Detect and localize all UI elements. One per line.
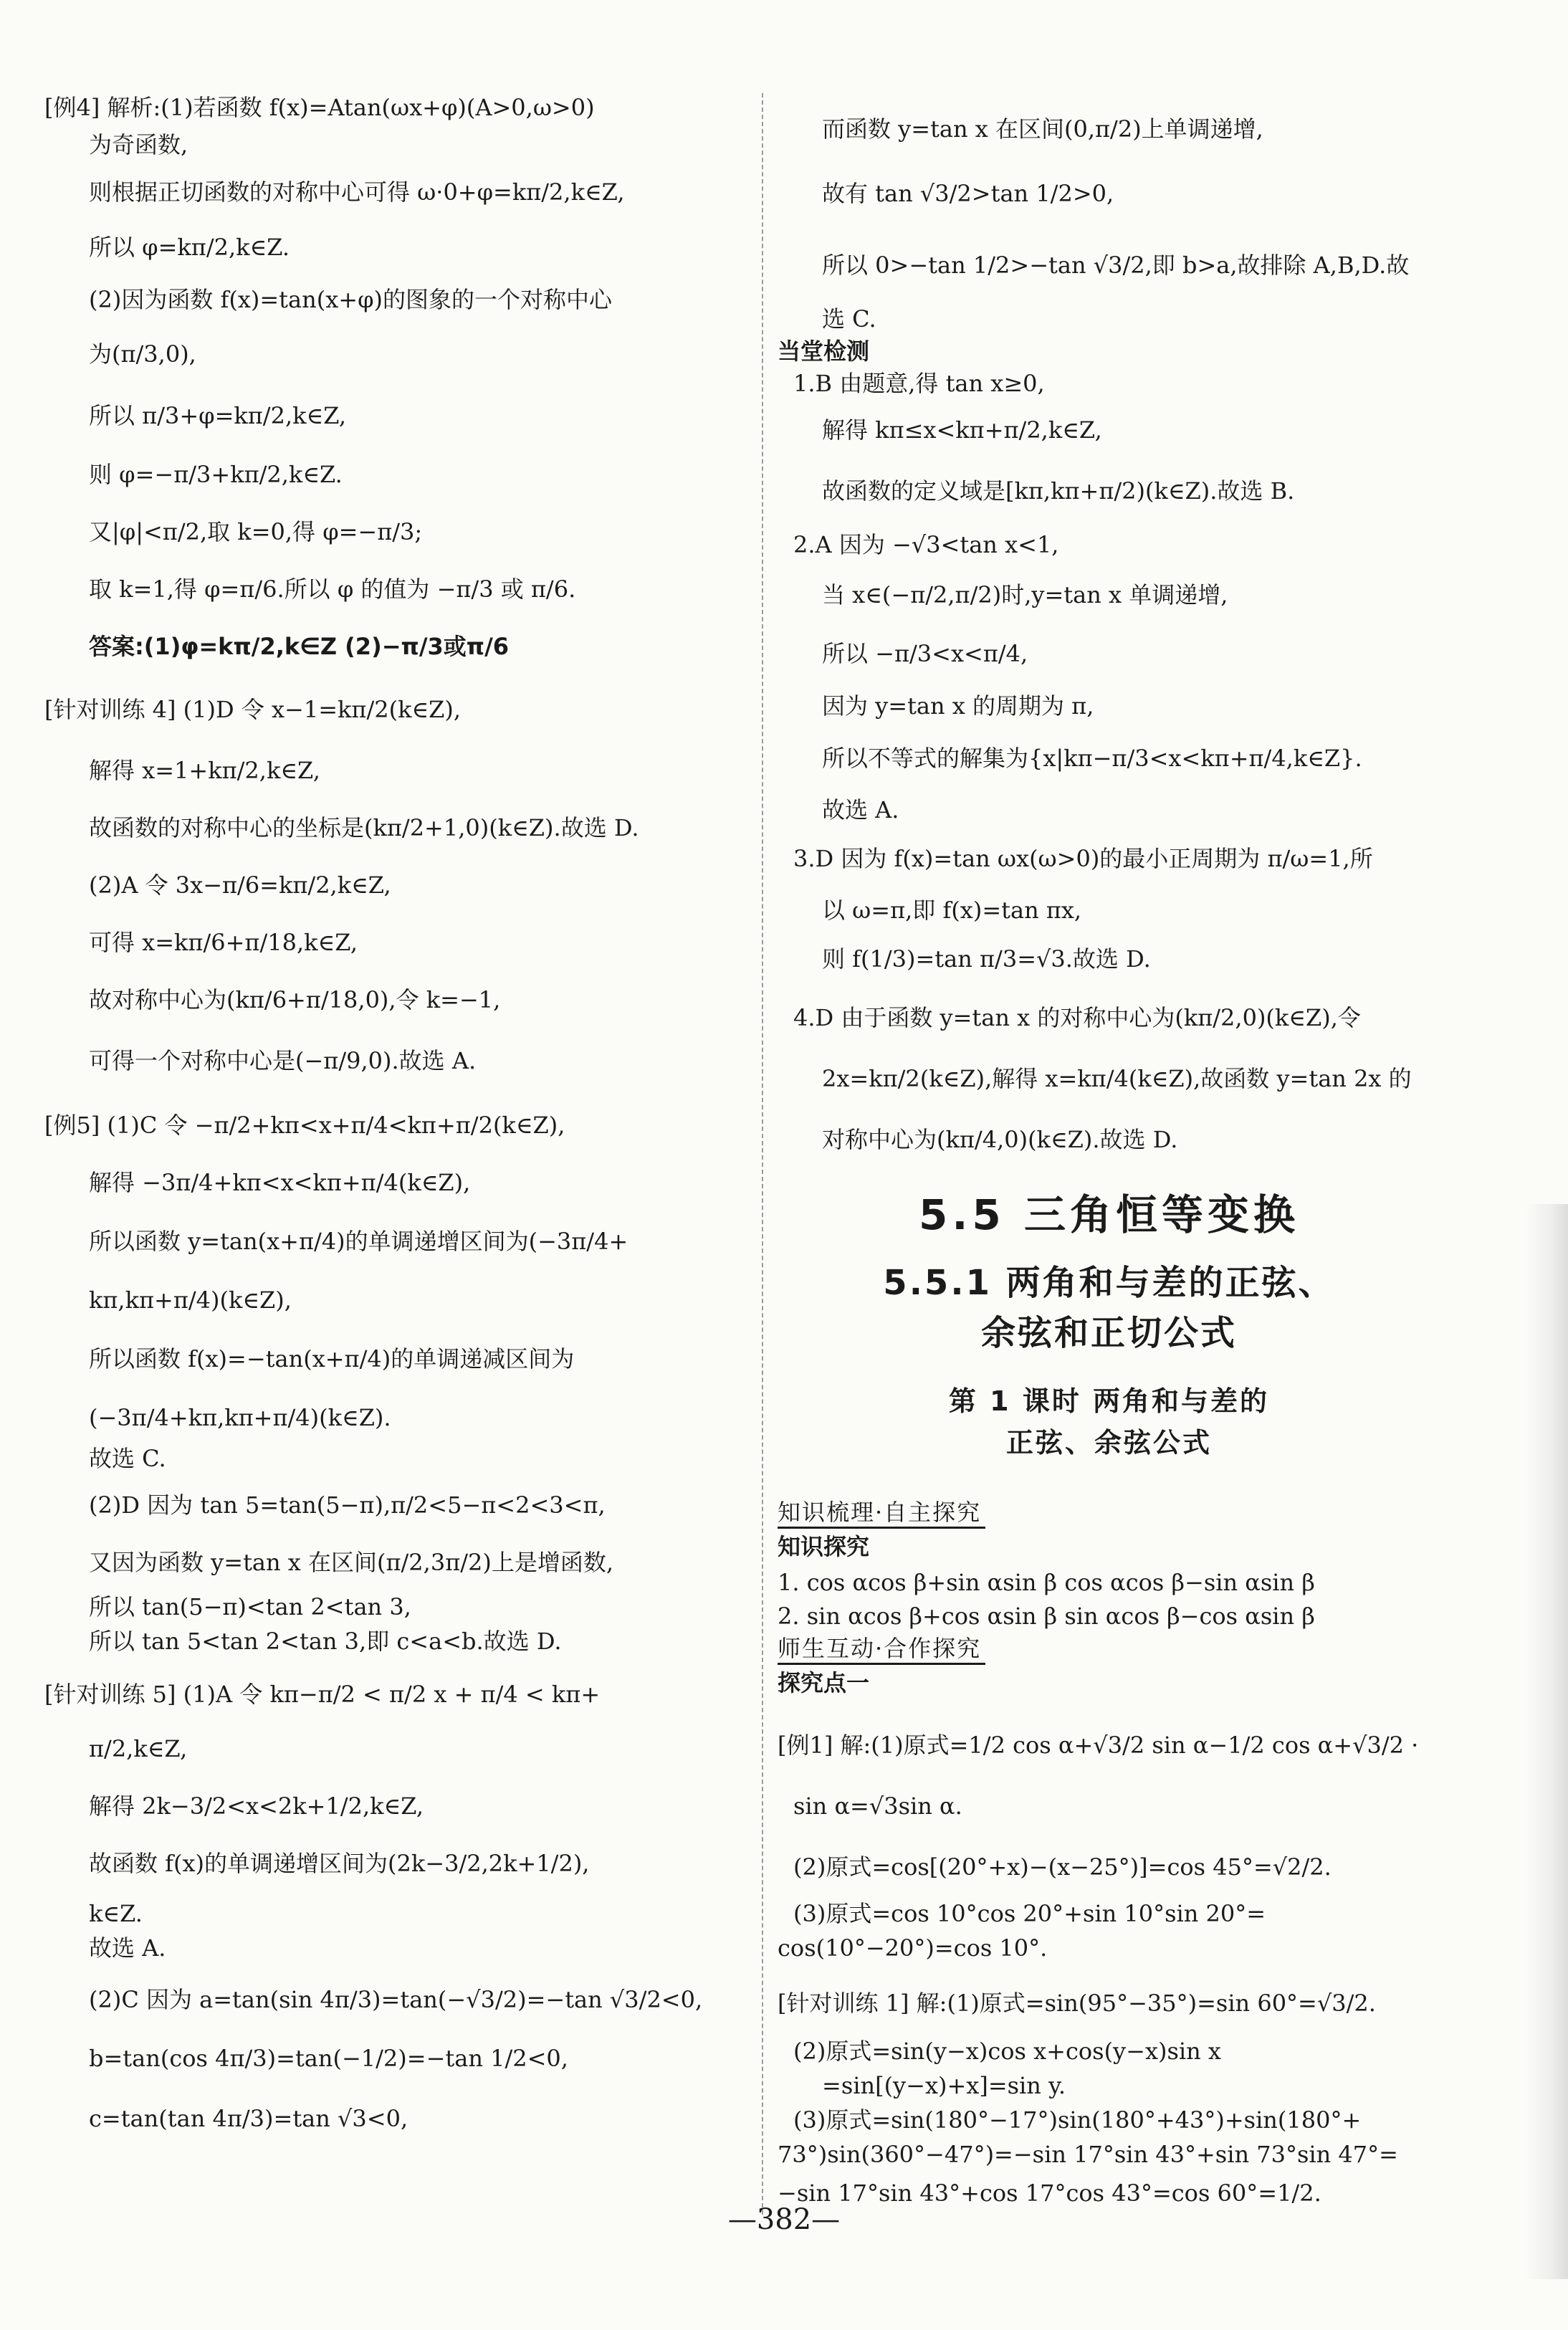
section-heading: 当堂检测 <box>778 338 870 365</box>
text-line: 故函数的对称中心的坐标是(kπ/2+1,0)(k∈Z).故选 D. <box>89 814 639 841</box>
text-line: 故选 C. <box>89 1445 166 1472</box>
text-line: 则 φ=−π/3+kπ/2,k∈Z. <box>89 461 343 488</box>
text-line: cos(10°−20°)=cos 10°. <box>778 1934 1048 1962</box>
text-line: 解得 −3π/4+kπ<x<kπ+π/4(k∈Z), <box>89 1169 471 1196</box>
text-line: 1.B 由题意,得 tan x≥0, <box>793 370 1045 397</box>
text-line: 3.D 因为 f(x)=tan ωx(ω>0)的最小正周期为 π/ω=1,所 <box>793 845 1373 872</box>
text-line: kπ,kπ+π/4)(k∈Z), <box>89 1286 292 1314</box>
text-line: 2x=kπ/2(k∈Z),解得 x=kπ/4(k∈Z),故函数 y=tan 2x 的 <box>822 1065 1412 1092</box>
text-line: (2)C 因为 a=tan(sin 4π/3)=tan(−√3/2)=−tan √3/2<0, <box>89 1986 703 2013</box>
text-line: b=tan(cos 4π/3)=tan(−1/2)=−tan 1/2<0, <box>89 2045 568 2072</box>
text-line: (3)原式=sin(180°−17°)sin(180°+43°)+sin(180°+ <box>793 2106 1362 2134</box>
text-line: 则根据正切函数的对称中心可得 ω·0+φ=kπ/2,k∈Z, <box>89 178 625 206</box>
text-line: 解得 x=1+kπ/2,k∈Z, <box>89 757 320 784</box>
text-line: 所以 tan(5−π)<tan 2<tan 3, <box>89 1593 411 1620</box>
text-line: 故函数 f(x)的单调递增区间为(2k−3/2,2k+1/2), <box>89 1850 590 1877</box>
text-line: 所以 π/3+φ=kπ/2,k∈Z, <box>89 402 347 429</box>
page-number: —382— <box>727 2203 841 2236</box>
text-line: 1. cos αcos β+sin αsin β cos αcos β−sin αsin β <box>778 1569 1315 1596</box>
text-line: (2)A 令 3x−π/6=kπ/2,k∈Z, <box>89 872 391 899</box>
text-line: 解得 kπ≤x<kπ+π/2,k∈Z, <box>822 416 1102 444</box>
text-line: 故函数的定义域是[kπ,kπ+π/2)(k∈Z).故选 B. <box>822 477 1295 505</box>
text-line: 为奇函数, <box>89 131 188 158</box>
lesson-title: 第 1 课时 两角和与差的 <box>948 1385 1270 1417</box>
text-line: 所以 −π/3<x<π/4, <box>822 640 1028 667</box>
text-line: (3)原式=cos 10°cos 20°+sin 10°sin 20°= <box>793 1900 1266 1927</box>
text-line: 所以 tan 5<tan 2<tan 3,即 c<a<b.故选 D. <box>89 1628 562 1655</box>
text-line: 又因为函数 y=tan x 在区间(π/2,3π/2)上是增函数, <box>89 1549 614 1576</box>
section-heading: 知识探究 <box>778 1533 870 1560</box>
text-line: −sin 17°sin 43°+cos 17°cos 43°=cos 60°=1/2. <box>778 2179 1321 2207</box>
text-line: 故有 tan √3/2>tan 1/2>0, <box>822 180 1114 207</box>
text-line: 73°)sin(360°−47°)=−sin 17°sin 43°+sin 73°sin 47°= <box>778 2141 1398 2168</box>
text-line: 因为 y=tan x 的周期为 π, <box>822 692 1094 720</box>
text-line: 故选 A. <box>89 1934 166 1962</box>
text-line: 故选 A. <box>822 796 899 823</box>
text-line: 取 k=1,得 φ=π/6.所以 φ 的值为 −π/3 或 π/6. <box>89 576 576 603</box>
text-line: 2. sin αcos β+cos αsin β sin αcos β−cos αsin β <box>778 1603 1315 1630</box>
text-line: [例1] 解:(1)原式=1/2 cos α+√3/2 sin α−1/2 cos α+√3/2 · <box>778 1732 1419 1759</box>
text-line: 为(π/3,0), <box>89 340 196 368</box>
lesson-title: 正弦、余弦公式 <box>1005 1427 1212 1458</box>
text-line: 4.D 由于函数 y=tan x 的对称中心为(kπ/2,0)(k∈Z),令 <box>793 1004 1361 1031</box>
text-line: (2)原式=cos[(20°+x)−(x−25°)]=cos 45°=√2/2. <box>793 1853 1332 1881</box>
text-line: [针对训练 5] (1)A 令 kπ−π/2 < π/2 x + π/4 < kπ+ <box>44 1681 601 1708</box>
text-line: 以 ω=π,即 f(x)=tan πx, <box>822 897 1082 924</box>
text-line: [例5] (1)C 令 −π/2+kπ<x+π/4<kπ+π/2(k∈Z), <box>44 1112 565 1139</box>
text-line: 选 C. <box>822 305 876 333</box>
text-line: 当 x∈(−π/2,π/2)时,y=tan x 单调递增, <box>822 581 1228 608</box>
text-line: (2)D 因为 tan 5=tan(5−π),π/2<5−π<2<3<π, <box>89 1491 606 1519</box>
column-divider <box>762 93 763 2215</box>
subhead: 师生互动·合作探究 <box>778 1634 985 1665</box>
text-line: c=tan(tan 4π/3)=tan √3<0, <box>89 2105 408 2132</box>
text-line: 可得 x=kπ/6+π/18,k∈Z, <box>89 929 358 956</box>
text-line: 而函数 y=tan x 在区间(0,π/2)上单调递增, <box>822 115 1263 143</box>
subhead: 知识梳理·自主探究 <box>778 1498 985 1529</box>
text-line: 所以 0>−tan 1/2>−tan √3/2,即 b>a,故排除 A,B,D.故 <box>822 252 1410 279</box>
answer-line: 答案:(1)φ=kπ/2,k∈Z (2)−π/3或π/6 <box>89 633 510 660</box>
text-line: 所以 φ=kπ/2,k∈Z. <box>89 234 290 261</box>
subsection-title: 余弦和正切公式 <box>980 1313 1237 1353</box>
section-title: 5.5 三角恒等变换 <box>919 1190 1299 1239</box>
text-line: π/2,k∈Z, <box>89 1735 188 1762</box>
text-line: (−3π/4+kπ,kπ+π/4)(k∈Z). <box>89 1404 391 1431</box>
page-edge-shadow <box>1525 1204 1568 2279</box>
text-line: 所以不等式的解集为{x|kπ−π/3<x<kπ+π/4,k∈Z}. <box>822 745 1362 772</box>
text-line: sin α=√3sin α. <box>793 1792 962 1820</box>
section-heading: 探究点一 <box>778 1669 870 1696</box>
text-line: 所以函数 f(x)=−tan(x+π/4)的单调递减区间为 <box>89 1345 575 1372</box>
text-line: k∈Z. <box>89 1900 143 1927</box>
subsection-title: 5.5.1 两角和与差的正弦、 <box>883 1263 1335 1303</box>
text-line: =sin[(y−x)+x]=sin y. <box>822 2072 1066 2099</box>
text-line: [针对训练 1] 解:(1)原式=sin(95°−35°)=sin 60°=√3/2. <box>778 1990 1376 2017</box>
text-line: [例4] 解析:(1)若函数 f(x)=Atan(ωx+φ)(A>0,ω>0) <box>44 94 595 121</box>
text-line: [针对训练 4] (1)D 令 x−1=kπ/2(k∈Z), <box>44 696 462 723</box>
text-line: (2)原式=sin(y−x)cos x+cos(y−x)sin x <box>793 2038 1221 2065</box>
text-line: 可得一个对称中心是(−π/9,0).故选 A. <box>89 1047 477 1074</box>
text-line: 所以函数 y=tan(x+π/4)的单调递增区间为(−3π/4+ <box>89 1228 628 1255</box>
text-line: 2.A 因为 −√3<tan x<1, <box>793 531 1059 558</box>
text-line: 又|φ|<π/2,取 k=0,得 φ=−π/3; <box>89 518 423 545</box>
text-line: 解得 2k−3/2<x<2k+1/2,k∈Z, <box>89 1792 424 1820</box>
text-line: 则 f(1/3)=tan π/3=√3.故选 D. <box>822 945 1151 973</box>
text-line: 对称中心为(kπ/4,0)(k∈Z).故选 D. <box>822 1126 1178 1153</box>
text-line: (2)因为函数 f(x)=tan(x+φ)的图象的一个对称中心 <box>89 286 612 313</box>
text-line: 故对称中心为(kπ/6+π/18,0),令 k=−1, <box>89 986 501 1013</box>
